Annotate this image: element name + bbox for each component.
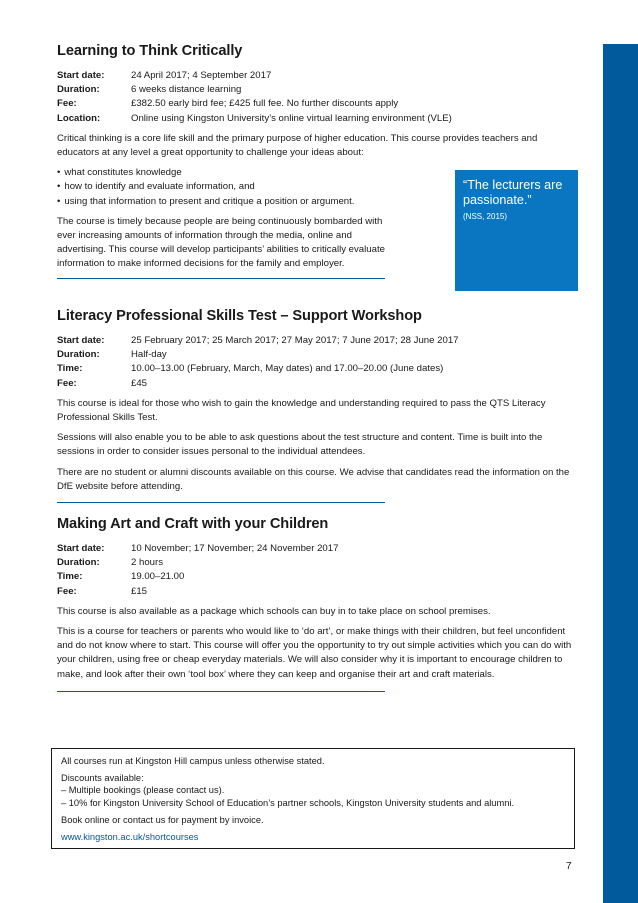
detail-row — [57, 334, 577, 348]
detail-row — [57, 348, 577, 362]
detail-value: 10.00–13.00 (February, March, May dates) and 17.00–20.00 (June dates) — [131, 363, 444, 375]
detail-value: Half-day — [131, 349, 167, 361]
detail-label: Start date: — [57, 70, 105, 81]
discounts-heading: Discounts available: — [61, 773, 144, 784]
shortcourses-link[interactable]: www.kingston.ac.uk/shortcourses — [61, 832, 199, 843]
course-literacy-skills-test — [57, 308, 577, 503]
detail-label: Location: — [57, 112, 101, 124]
detail-value: 2 hours — [131, 557, 163, 569]
detail-label: Time: — [57, 571, 83, 583]
detail-label: Fee: — [57, 98, 77, 110]
side-color-bar — [603, 44, 638, 903]
detail-row — [57, 542, 577, 556]
detail-row — [57, 570, 577, 584]
course-art-and-craft — [57, 516, 577, 692]
detail-label: Fee: — [57, 377, 77, 389]
detail-label: Start date: — [57, 335, 105, 346]
quote-source: (NSS, 2015) — [463, 212, 508, 221]
section-divider — [57, 278, 385, 279]
section-divider — [57, 502, 385, 503]
course-details — [57, 69, 577, 126]
detail-row — [57, 112, 577, 126]
detail-value: 10 November; 17 November; 24 November 2017 — [131, 543, 339, 554]
detail-row — [57, 83, 577, 97]
info-box — [51, 748, 575, 849]
detail-label: Duration: — [57, 349, 100, 361]
course-intro: Critical thinking is a core life skill and the primary purpose of higher education. This course provides teachers and educators at any level a great opportunity to challenge your ideas about: — [57, 132, 538, 159]
course-paragraph: This course is ideal for those who wish to gain the knowledge and understanding required to pass the QTS Literacy Professional Skills Test. — [57, 397, 546, 424]
quote-box — [455, 170, 578, 291]
bullet-item: • using that information to present and critique a position or argument. — [57, 195, 577, 209]
course-title: Literacy Professional Skills Test – Support Workshop — [57, 308, 422, 324]
discount-item: – Multiple bookings (please contact us). — [61, 785, 225, 796]
detail-label: Fee: — [57, 585, 77, 597]
detail-row — [57, 377, 577, 391]
course-title: Making Art and Craft with your Children — [57, 516, 329, 532]
course-title: Learning to Think Critically — [57, 43, 243, 59]
detail-label: Duration: — [57, 557, 100, 569]
course-paragraph: This course is also available as a package which schools can buy in to take place on school premises. — [57, 605, 491, 617]
detail-value: 6 weeks distance learning — [131, 84, 242, 96]
campus-note: All courses run at Kingston Hill campus unless otherwise stated. — [61, 756, 325, 766]
detail-row — [57, 585, 577, 599]
bullet-item: • what constitutes knowledge — [57, 166, 577, 180]
detail-row — [57, 69, 577, 83]
detail-value: £382.50 early bird fee; £425 full fee. No further discounts apply — [131, 98, 399, 110]
detail-value: Online using Kingston University’s online virtual learning environment (VLE) — [131, 112, 452, 124]
detail-value: £15 — [131, 585, 148, 597]
detail-row — [57, 362, 577, 376]
detail-row — [57, 97, 577, 111]
course-body: The course is timely because people are being continuously bombarded with ever increasing amounts of information through the media, online and advertising. This course will develop participants’ abilities to critically evaluate information to make informed decisions for the family and employer. — [57, 215, 385, 270]
discount-item: – 10% for Kingston University School of Education’s partner schools, Kingston University students and alumni. — [61, 797, 515, 808]
detail-label: Duration: — [57, 84, 100, 96]
detail-row — [57, 556, 577, 570]
bullet-item: • how to identify and evaluate information, and — [57, 180, 577, 194]
course-details — [57, 334, 577, 391]
section-divider — [57, 691, 385, 692]
course-paragraph: This is a course for teachers or parents who would like to ‘do art’, or make things with their children, but feel unconfident and do not know where to start. This course will offer you the opportunity to try out simple activities which you can do with your children, using free or cheap everyday materials. We will also consider why it is important to encourage children to make, and look after their own ‘tool box’ where they can keep and organise their art and craft materials. — [57, 626, 572, 680]
page-number: 7 — [566, 861, 572, 872]
course-details — [57, 542, 577, 599]
detail-value: 19.00–21.00 — [131, 571, 185, 583]
quote-text: “The lecturers are passionate.” — [463, 178, 563, 207]
detail-value: 24 April 2017; 4 September 2017 — [131, 70, 272, 81]
detail-label: Start date: — [57, 543, 105, 554]
course-paragraph: There are no student or alumni discounts available on this course. We advise that candidates read the information on the DfE website before attending. — [57, 466, 570, 492]
booking-note: Book online or contact us for payment by invoice. — [61, 814, 264, 825]
detail-value: 25 February 2017; 25 March 2017; 27 May 2017; 7 June 2017; 28 June 2017 — [131, 335, 459, 346]
course-paragraph: Sessions will also enable you to be able to ask questions about the test structure and content. Time is built into the sessions in order to consider issues personal to the individual attendees. — [57, 432, 543, 458]
detail-value: £45 — [131, 377, 148, 389]
detail-label: Time: — [57, 363, 83, 375]
